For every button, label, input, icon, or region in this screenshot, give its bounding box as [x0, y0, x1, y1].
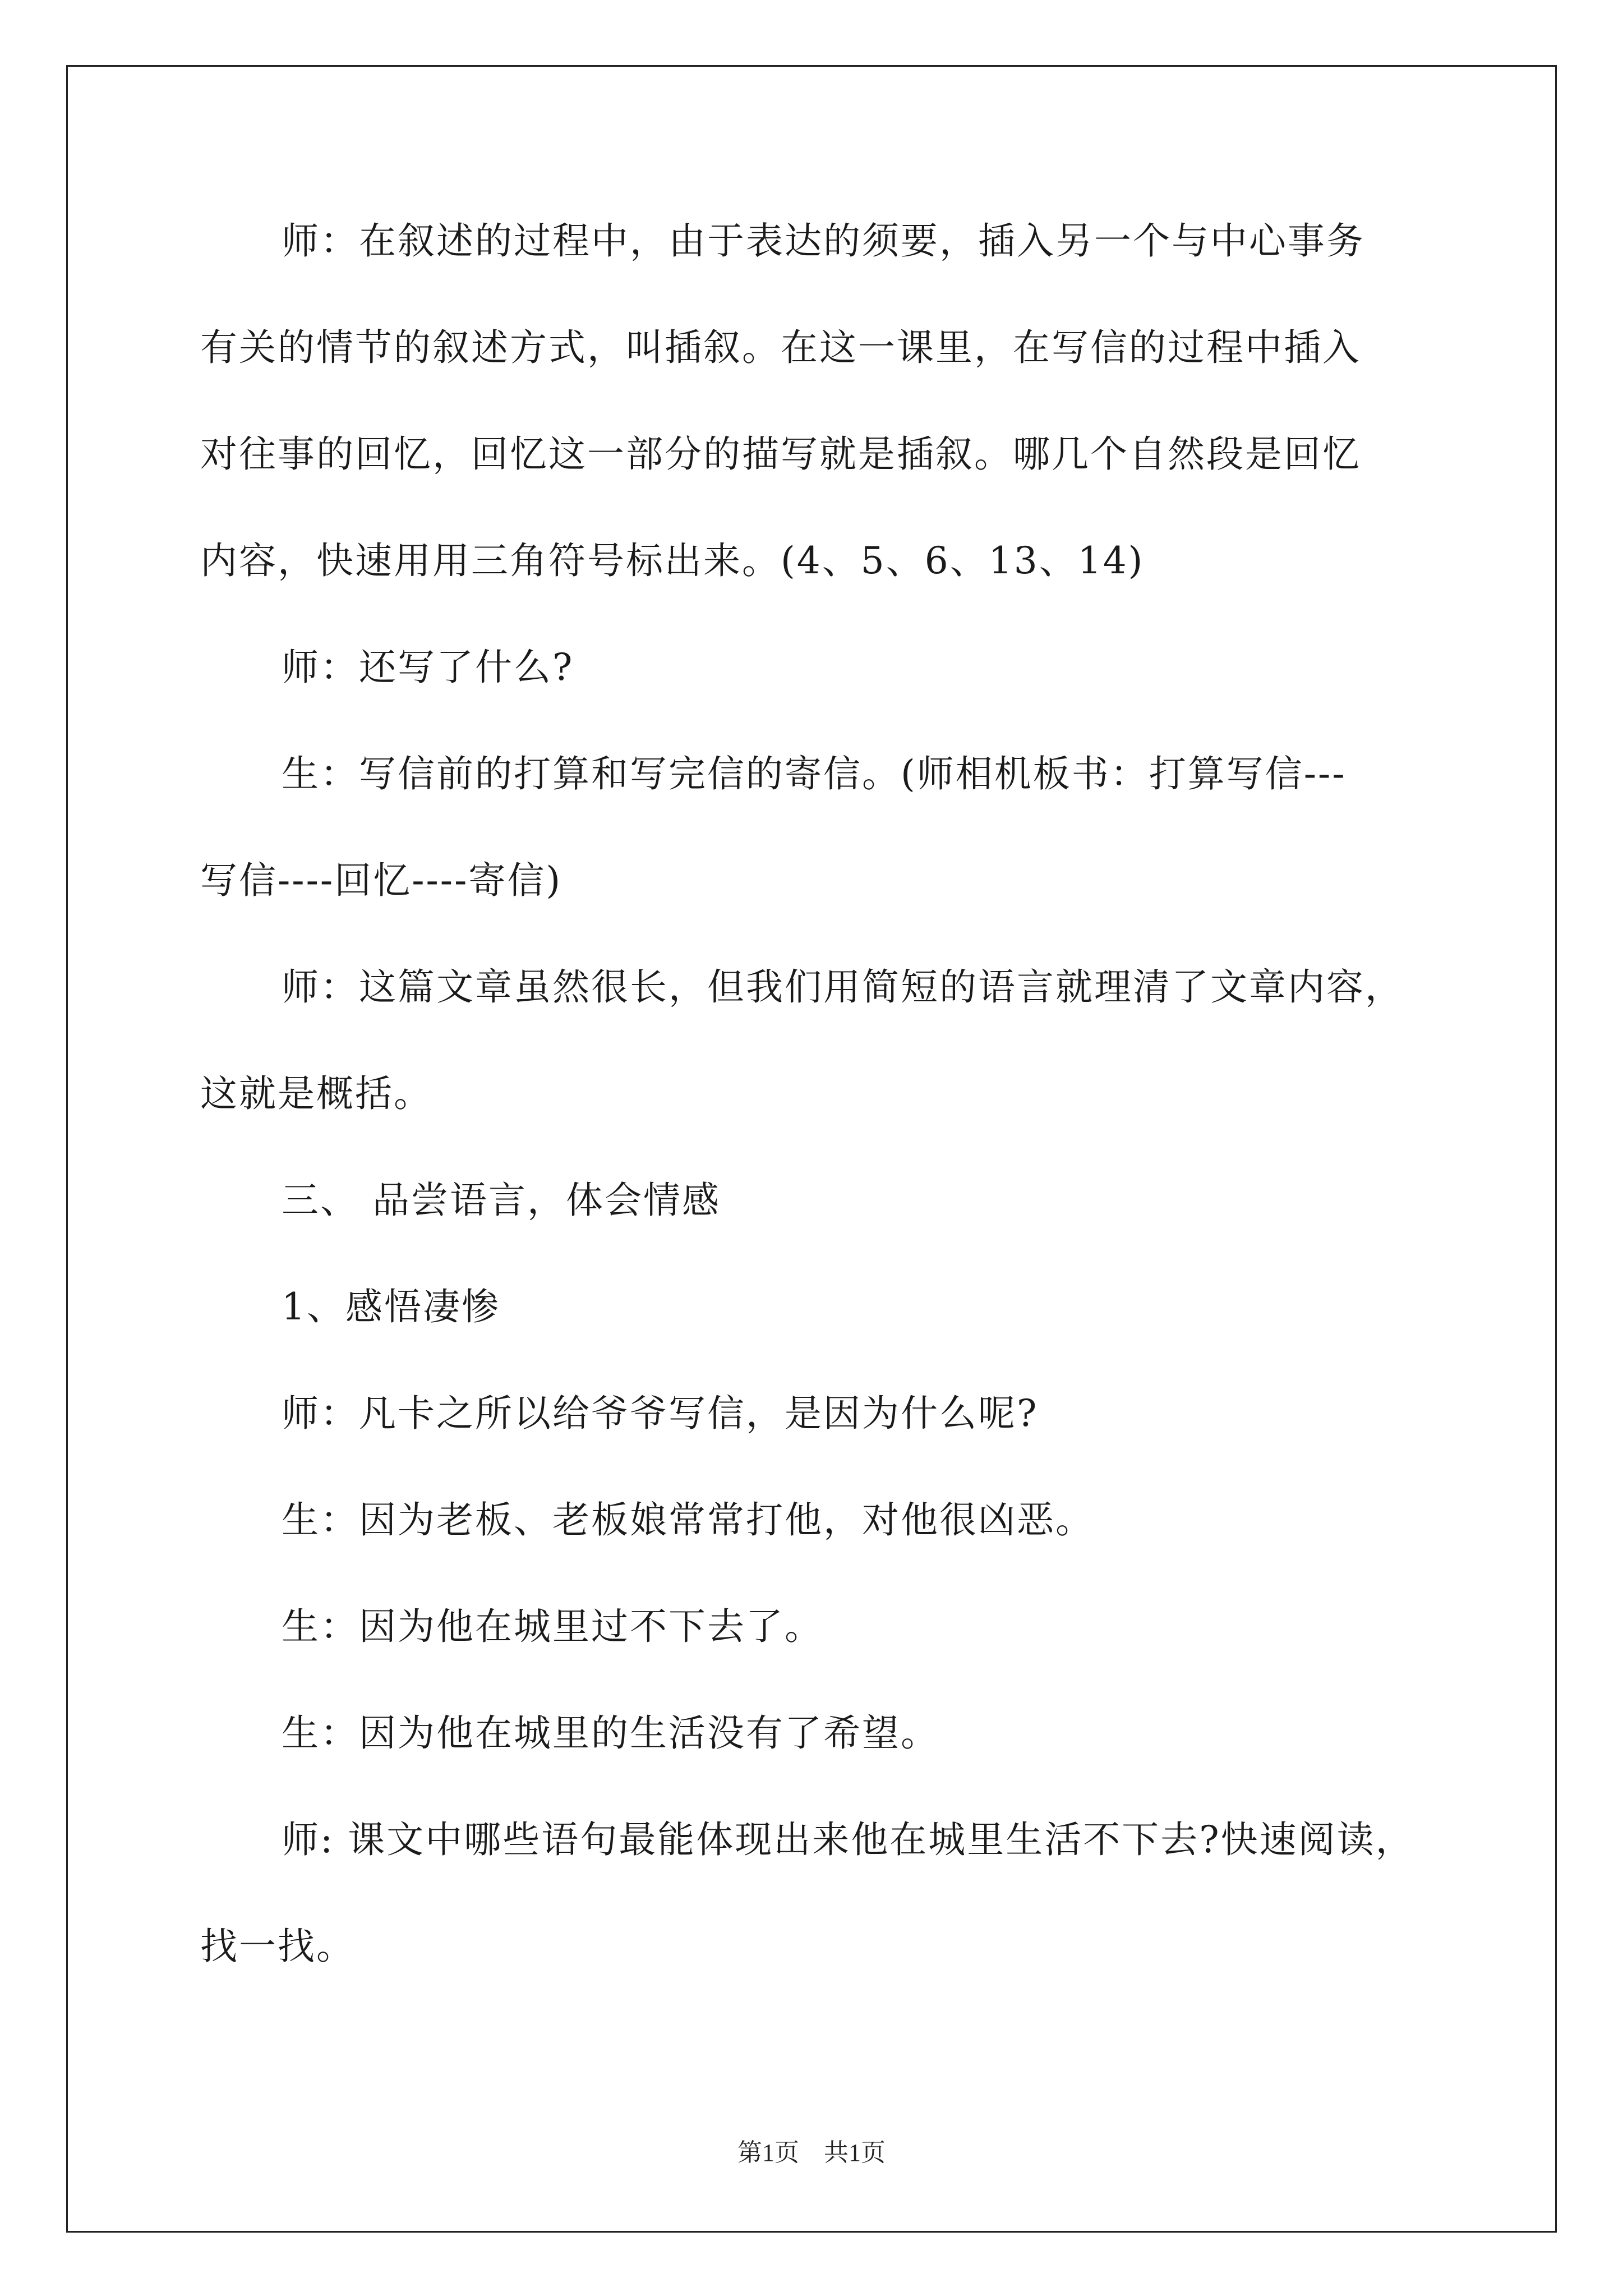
page-number-footer: 第1页 共1页	[737, 2139, 886, 2166]
paragraph-line: 生：写信前的打算和写完信的寄信。(师相机板书：打算写信---	[282, 752, 1347, 795]
paragraph-line: 生：因为老板、老板娘常常打他，对他很凶恶。	[282, 1498, 1094, 1542]
paragraph-line: 师：还写了什么?	[282, 646, 574, 689]
paragraph-line: 师：这篇文章虽然很长，但我们用简短的语言就理清了文章内容，	[282, 965, 1404, 1009]
paragraph-line: 写信----回忆----寄信)	[200, 859, 562, 902]
paragraph-line: 师: 课文中哪些语句最能体现出来他在城里生活不下去?快速阅读，	[282, 1818, 1414, 1861]
paragraph-line: 这就是概括。	[200, 1072, 432, 1115]
section-heading: 三、 品尝语言，体会情感	[282, 1179, 721, 1222]
subsection-heading: 1、感悟凄惨	[282, 1285, 500, 1328]
paragraph-line: 师：凡卡之所以给爷爷写信，是因为什么呢?	[282, 1392, 1039, 1435]
paragraph-line: 生：因为他在城里的生活没有了希望。	[282, 1711, 939, 1755]
paragraph-line: 师：在叙述的过程中，由于表达的须要，插入另一个与中心事务	[282, 219, 1365, 263]
page-border	[66, 65, 1557, 2233]
paragraph-line: 生：因为他在城里过不下去了。	[282, 1605, 823, 1648]
paragraph-line: 有关的情节的叙述方式，叫插叙。在这一课里，在写信的过程中插入	[200, 326, 1361, 369]
paragraph-line: 内容，快速用用三角符号标出来。(4、5、6、13、14)	[200, 539, 1145, 582]
paragraph-line: 对往事的回忆，回忆这一部分的描写就是插叙。哪几个自然段是回忆	[200, 432, 1361, 476]
paragraph-line: 找一找。	[200, 1925, 355, 1968]
